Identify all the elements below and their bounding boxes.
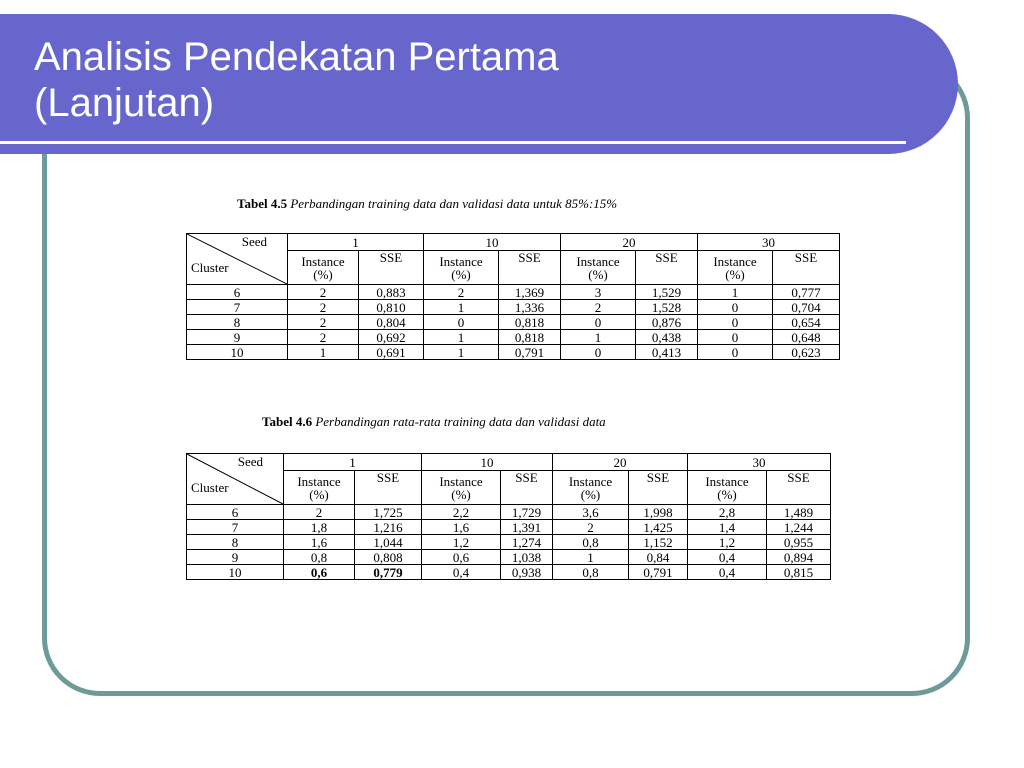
table1-caption — [237, 196, 617, 212]
table2-row — [187, 520, 831, 535]
table1-body — [187, 285, 840, 360]
table1-instance-cell: 3 — [561, 285, 636, 300]
table1-instance-cell: 0 — [561, 345, 636, 360]
table1-sse-cell: 0,654 — [773, 315, 840, 330]
table1-sse-cell: 1,369 — [499, 285, 561, 300]
table1-sse-cell: 0,692 — [359, 330, 424, 345]
table1-corner-diagonal — [187, 234, 287, 284]
table1-sse-cell: 1,528 — [636, 300, 698, 315]
table1-caption-text: Perbandingan training data dan validasi data untuk 85%:15% — [290, 196, 618, 211]
table2-instance-cell: 1 — [553, 550, 629, 565]
table2-cluster-cell: 7 — [187, 520, 284, 535]
table2-sse-cell: 1,244 — [767, 520, 831, 535]
table2-sse-cell: 0,894 — [767, 550, 831, 565]
table1-sse-header: SSE — [773, 251, 840, 285]
table1-cluster-label: Cluster — [191, 260, 229, 275]
table2-instance-cell: 1,8 — [284, 520, 355, 535]
slide-title-line-2: (Lanjutan) — [34, 81, 215, 125]
table1-instance-cell: 0 — [424, 315, 499, 330]
table1-sse-cell: 1,529 — [636, 285, 698, 300]
table1-instance-cell: 0 — [698, 330, 773, 345]
table1-corner-cell — [187, 234, 288, 285]
table1-instance-cell: 1 — [424, 300, 499, 315]
table2-cluster-cell: 8 — [187, 535, 284, 550]
table1-sse-cell: 0,413 — [636, 345, 698, 360]
table2-sse-header: SSE — [629, 471, 688, 505]
table1-instance-cell: 2 — [424, 285, 499, 300]
table2-instance-cell: 0,6 — [284, 565, 355, 580]
table2 — [186, 453, 831, 580]
table2-sse-cell: 0,84 — [629, 550, 688, 565]
table1-row — [187, 285, 840, 300]
slide-title — [34, 34, 559, 126]
table2-sse-header: SSE — [767, 471, 831, 505]
table1-instance-cell: 1 — [424, 330, 499, 345]
table2-instance-cell: 0,6 — [422, 550, 501, 565]
table1-instance-cell: 2 — [288, 330, 359, 345]
table1-instance-cell: 1 — [288, 345, 359, 360]
table2-sse-header: SSE — [501, 471, 553, 505]
table1-instance-cell: 0 — [698, 315, 773, 330]
table2-instance-cell: 1,4 — [688, 520, 767, 535]
table2-instance-cell: 2 — [553, 520, 629, 535]
table2-sse-cell: 1,725 — [355, 505, 422, 520]
table1-sse-header: SSE — [359, 251, 424, 285]
table2-seed-header: 1 — [284, 454, 422, 471]
table2-cluster-cell: 9 — [187, 550, 284, 565]
slide-title-line-1: Analisis Pendekatan Pertama — [34, 35, 559, 79]
table1-seed-header: 20 — [561, 234, 698, 251]
table2-instance-cell: 1,6 — [284, 535, 355, 550]
table1-instance-cell: 2 — [288, 300, 359, 315]
table2-sse-cell: 0,808 — [355, 550, 422, 565]
table1-sse-cell: 0,623 — [773, 345, 840, 360]
table2-cluster-cell: 6 — [187, 505, 284, 520]
table1-cluster-cell: 9 — [187, 330, 288, 345]
table1-sse-cell: 0,818 — [499, 330, 561, 345]
table2-sse-cell: 1,729 — [501, 505, 553, 520]
table2-instance-cell: 2,2 — [422, 505, 501, 520]
table2-sse-cell: 0,815 — [767, 565, 831, 580]
table2-row — [187, 505, 831, 520]
table1-instance-cell: 0 — [561, 315, 636, 330]
table1-instance-cell: 2 — [288, 315, 359, 330]
table1-instance-header: Instance (%) — [288, 251, 359, 285]
table2-sse-cell: 0,955 — [767, 535, 831, 550]
table1-sse-cell: 0,818 — [499, 315, 561, 330]
table2-instance-cell: 1,2 — [422, 535, 501, 550]
table2-sse-cell: 1,038 — [501, 550, 553, 565]
table2-instance-header: Instance (%) — [553, 471, 629, 505]
table1-instance-cell: 2 — [561, 300, 636, 315]
table1-cluster-cell: 7 — [187, 300, 288, 315]
table2-sse-cell: 1,044 — [355, 535, 422, 550]
table1-row — [187, 345, 840, 360]
table2-row — [187, 565, 831, 580]
table2-sse-cell: 1,274 — [501, 535, 553, 550]
table2-instance-header: Instance (%) — [688, 471, 767, 505]
table1-instance-header: Instance (%) — [424, 251, 499, 285]
table2-seed-header: 10 — [422, 454, 553, 471]
slide-frame — [42, 60, 970, 696]
table1-sse-cell: 0,810 — [359, 300, 424, 315]
table1-row — [187, 330, 840, 345]
title-banner — [0, 14, 958, 154]
table1-cluster-cell: 8 — [187, 315, 288, 330]
table1-instance-cell: 2 — [288, 285, 359, 300]
table2-caption-text: Perbandingan rata-rata training data dan validasi data — [315, 414, 606, 429]
table2-instance-header: Instance (%) — [422, 471, 501, 505]
table1-sse-cell: 0,648 — [773, 330, 840, 345]
table1-instance-cell: 1 — [561, 330, 636, 345]
table2-seed-header: 20 — [553, 454, 688, 471]
table2-sse-cell: 1,998 — [629, 505, 688, 520]
table2-corner-cell — [187, 454, 284, 505]
table1-sse-cell: 0,691 — [359, 345, 424, 360]
table2-instance-cell: 0,4 — [688, 550, 767, 565]
table2-sse-cell: 1,489 — [767, 505, 831, 520]
table1-sse-cell: 0,876 — [636, 315, 698, 330]
table1-seed-header: 1 — [288, 234, 424, 251]
table1-cluster-cell: 6 — [187, 285, 288, 300]
table1-instance-cell: 1 — [424, 345, 499, 360]
table1-instance-cell: 0 — [698, 345, 773, 360]
table2-instance-cell: 0,4 — [422, 565, 501, 580]
table2-sse-cell: 1,216 — [355, 520, 422, 535]
table2-instance-cell: 1,6 — [422, 520, 501, 535]
table2-sse-cell: 1,425 — [629, 520, 688, 535]
table2-sse-cell: 0,779 — [355, 565, 422, 580]
table2-sse-cell: 1,152 — [629, 535, 688, 550]
table1-cluster-cell: 10 — [187, 345, 288, 360]
table2-sse-cell: 1,391 — [501, 520, 553, 535]
table2-cluster-cell: 10 — [187, 565, 284, 580]
table1-sse-cell: 0,704 — [773, 300, 840, 315]
table2-row — [187, 550, 831, 565]
table2-caption-label: Tabel 4.6 — [262, 414, 313, 429]
table1-row — [187, 300, 840, 315]
table2-instance-cell: 0,8 — [553, 535, 629, 550]
table2-instance-header: Instance (%) — [284, 471, 355, 505]
table1-caption-label: Tabel 4.5 — [237, 196, 288, 211]
table2-instance-cell: 0,8 — [553, 565, 629, 580]
table2-instance-cell: 1,2 — [688, 535, 767, 550]
table1-instance-cell: 0 — [698, 300, 773, 315]
table1-instance-header: Instance (%) — [561, 251, 636, 285]
table2-body — [187, 505, 831, 580]
table1-instance-header: Instance (%) — [698, 251, 773, 285]
table2-caption — [262, 414, 606, 430]
table2-instance-cell: 0,4 — [688, 565, 767, 580]
table1-sse-cell: 0,804 — [359, 315, 424, 330]
table1-sse-header: SSE — [499, 251, 561, 285]
table1 — [186, 233, 840, 360]
table1-sse-cell: 0,791 — [499, 345, 561, 360]
table2-row — [187, 535, 831, 550]
table1-seed-header: 10 — [424, 234, 561, 251]
table2-instance-cell: 2 — [284, 505, 355, 520]
table1-row — [187, 315, 840, 330]
table2-sse-cell: 0,938 — [501, 565, 553, 580]
table2-sse-cell: 0,791 — [629, 565, 688, 580]
table2-corner-diagonal — [187, 454, 283, 504]
table2-sse-header: SSE — [355, 471, 422, 505]
table1-sse-cell: 0,883 — [359, 285, 424, 300]
table1-seed-label: Seed — [241, 234, 267, 249]
title-underline — [0, 141, 906, 144]
table2-seed-label: Seed — [237, 454, 263, 469]
table1-instance-cell: 1 — [698, 285, 773, 300]
table1-sse-header: SSE — [636, 251, 698, 285]
table2-cluster-label: Cluster — [191, 480, 229, 495]
table1-seed-header: 30 — [698, 234, 840, 251]
table2-instance-cell: 3,6 — [553, 505, 629, 520]
table1-sse-cell: 1,336 — [499, 300, 561, 315]
table2-seed-header: 30 — [688, 454, 831, 471]
table2-instance-cell: 0,8 — [284, 550, 355, 565]
table1-sse-cell: 0,777 — [773, 285, 840, 300]
table1-sse-cell: 0,438 — [636, 330, 698, 345]
table2-instance-cell: 2,8 — [688, 505, 767, 520]
